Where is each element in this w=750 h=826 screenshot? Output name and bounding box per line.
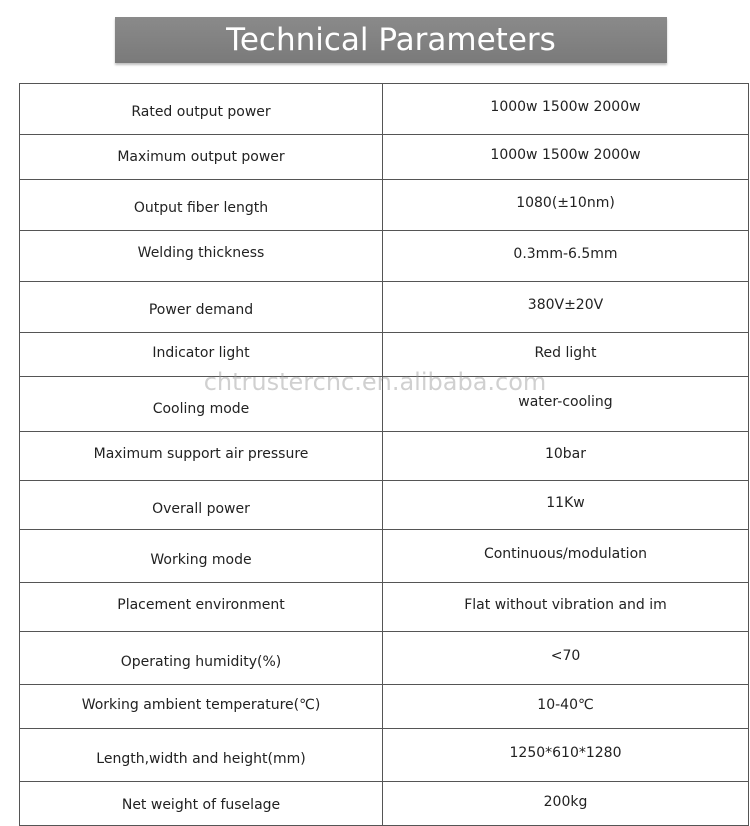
table-row xyxy=(20,333,749,377)
table-row xyxy=(20,782,749,826)
parameters-table xyxy=(19,83,749,826)
table-row xyxy=(20,685,749,729)
parameter-value: 10-40℃ xyxy=(383,685,749,729)
parameter-label: Working ambient temperature(℃) xyxy=(20,685,383,729)
parameter-label: Power demand xyxy=(20,282,383,333)
parameter-label: Maximum support air pressure xyxy=(20,432,383,481)
parameter-label: Overall power xyxy=(20,481,383,530)
parameter-label: Placement environment xyxy=(20,583,383,632)
page-title: Technical Parameters xyxy=(226,22,556,58)
parameter-label: Working mode xyxy=(20,530,383,583)
parameter-label: Net weight of fuselage xyxy=(20,782,383,826)
parameter-label: Welding thickness xyxy=(20,231,383,282)
table-row xyxy=(20,481,749,530)
parameter-value: Flat without vibration and im xyxy=(383,583,749,632)
parameter-value: Continuous/modulation xyxy=(383,530,749,583)
parameter-value: Red light xyxy=(383,333,749,377)
parameter-value: 200kg xyxy=(383,782,749,826)
parameter-label: Maximum output power xyxy=(20,135,383,180)
parameter-value: 1000w 1500w 2000w xyxy=(383,84,749,135)
table-row xyxy=(20,282,749,333)
parameter-value: 1000w 1500w 2000w xyxy=(383,135,749,180)
parameter-value: 1080(±10nm) xyxy=(383,180,749,231)
parameter-value: 1250*610*1280 xyxy=(383,729,749,782)
parameter-value: water-cooling xyxy=(383,377,749,432)
parameter-value: 11Kw xyxy=(383,481,749,530)
table-row xyxy=(20,135,749,180)
parameter-label: Rated output power xyxy=(20,84,383,135)
table-row xyxy=(20,632,749,685)
parameter-value: 0.3mm-6.5mm xyxy=(383,231,749,282)
table-row xyxy=(20,84,749,135)
parameter-label: Indicator light xyxy=(20,333,383,377)
watermark: chtrustercnc.en.alibaba.com xyxy=(203,368,547,396)
table-row xyxy=(20,530,749,583)
table-row xyxy=(20,231,749,282)
parameter-label: Length,width and height(mm) xyxy=(20,729,383,782)
table-row xyxy=(20,583,749,632)
title-banner xyxy=(115,17,667,63)
parameter-label: Operating humidity(%) xyxy=(20,632,383,685)
table-row xyxy=(20,432,749,481)
table-row xyxy=(20,180,749,231)
parameter-value: <70 xyxy=(383,632,749,685)
parameter-label: Cooling mode xyxy=(20,377,383,432)
table-row xyxy=(20,377,749,432)
parameter-value: 10bar xyxy=(383,432,749,481)
parameter-value: 380V±20V xyxy=(383,282,749,333)
table-row xyxy=(20,729,749,782)
parameter-label: Output fiber length xyxy=(20,180,383,231)
